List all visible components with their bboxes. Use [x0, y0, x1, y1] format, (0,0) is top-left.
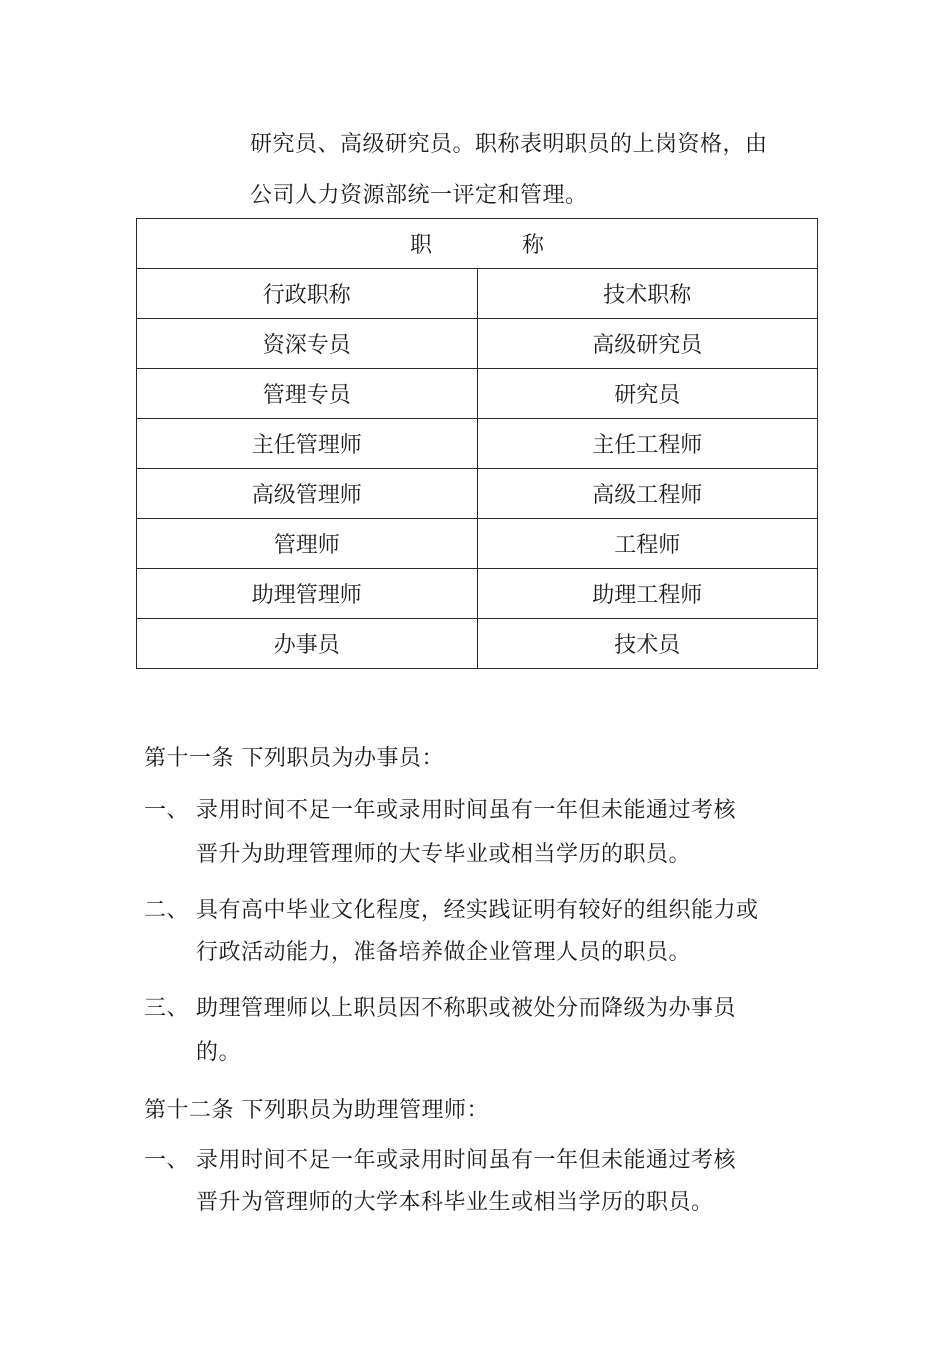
article-11-item-3-line-1: 助理管理师以上职员因不称职或被处分而降级为办事员	[196, 996, 737, 1021]
intro-line-1: 研究员、高级研究员。职称表明职员的上岗资格，由	[250, 132, 768, 157]
tech-title-cell: 工程师	[477, 519, 818, 569]
header-tech-title: 技术职称	[477, 269, 818, 319]
article-11-item-2-number: 二、	[144, 898, 190, 923]
header-admin-title: 行政职称	[137, 269, 478, 319]
job-title-table	[136, 218, 818, 669]
table-row	[137, 619, 818, 669]
article-12-heading: 第十二条 下列职员为助理管理师：	[144, 1098, 489, 1123]
table-row	[137, 369, 818, 419]
article-11-item-2-line-2: 行政活动能力，准备培养做企业管理人员的职员。	[196, 940, 692, 965]
table-title	[137, 219, 818, 269]
article-11-item-1-line-2: 晋升为助理管理师的大专毕业或相当学历的职员。	[196, 842, 692, 867]
tech-title-cell: 高级研究员	[477, 319, 818, 369]
table-row	[137, 519, 818, 569]
table-title-right: 称	[522, 233, 545, 258]
tech-title-cell: 技术员	[477, 619, 818, 669]
article-11-item-1-number: 一、	[144, 798, 190, 823]
table-row	[137, 469, 818, 519]
admin-title-cell: 助理管理师	[137, 569, 478, 619]
table-title-row	[137, 219, 818, 269]
tech-title-cell: 研究员	[477, 369, 818, 419]
intro-line-2: 公司人力资源部统一评定和管理。	[250, 183, 588, 208]
article-11-item-3-line-2: 的。	[196, 1040, 242, 1065]
article-11-heading: 第十一条 下列职员为办事员：	[144, 746, 444, 771]
table-row	[137, 419, 818, 469]
table-row	[137, 569, 818, 619]
article-11-item-2-line-1: 具有高中毕业文化程度，经实践证明有较好的组织能力或	[196, 898, 759, 923]
table-row	[137, 319, 818, 369]
admin-title-cell: 管理专员	[137, 369, 478, 419]
admin-title-cell: 主任管理师	[137, 419, 478, 469]
article-12-item-1-line-2: 晋升为管理师的大学本科毕业生或相当学历的职员。	[196, 1190, 714, 1215]
table-header-row	[137, 269, 818, 319]
tech-title-cell: 助理工程师	[477, 569, 818, 619]
admin-title-cell: 高级管理师	[137, 469, 478, 519]
article-12-item-1-number: 一、	[144, 1148, 190, 1173]
article-11-item-1-line-1: 录用时间不足一年或录用时间虽有一年但未能通过考核	[196, 798, 737, 823]
article-12-item-1-line-1: 录用时间不足一年或录用时间虽有一年但未能通过考核	[196, 1148, 737, 1173]
admin-title-cell: 办事员	[137, 619, 478, 669]
article-11-item-3-number: 三、	[144, 996, 190, 1021]
tech-title-cell: 高级工程师	[477, 469, 818, 519]
table-title-left: 职	[409, 233, 432, 258]
admin-title-cell: 资深专员	[137, 319, 478, 369]
admin-title-cell: 管理师	[137, 519, 478, 569]
tech-title-cell: 主任工程师	[477, 419, 818, 469]
